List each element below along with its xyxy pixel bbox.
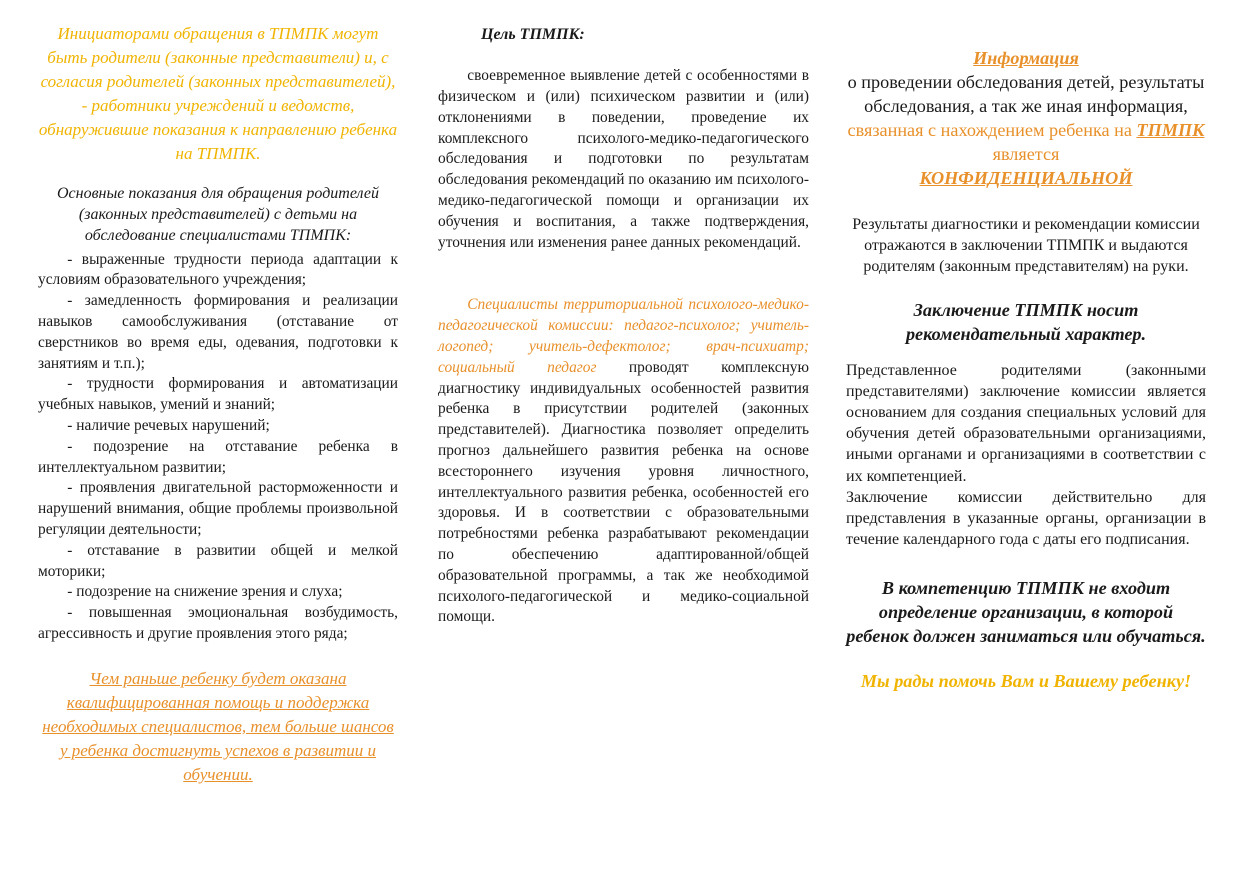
specialists-list: Специалисты территориальной психолого-медико-педагогической комиссии: педагог-психолог; учитель-логопед; учитель-дефектолог; врач-психиатр; социальный педагог xyxy=(438,296,809,376)
specialists-paragraph xyxy=(438,295,809,628)
indications-title: Основные показания для обращения родителей (законных представителей) с детьми на обследование специалистами ТПМПК: xyxy=(56,185,380,245)
list-item: - трудности формирования и автоматизации учебных навыков, умений и знаний; xyxy=(38,375,398,414)
column-middle xyxy=(438,0,809,628)
valid-text: Заключение комиссии действительно для представления в указанные органы, организации в течение календарного года с даты его подписания. xyxy=(846,488,1206,549)
goal-text: своевременное выявление детей с особенностями в физическом и (или) психическом развитии и (или) отклонениями в поведении, проведение их комплексного психолого-медико-педагогического обследования и подготовки по результатам обследования рекомендаций по оказанию им психолого-медико-педагогической помощи и организации их обучения и воспитания, а также подтверждения, уточнения или изменения ранее данных рекомендаций. xyxy=(438,67,809,251)
farewell-text: Мы рады помочь Вам и Вашему ребенку! xyxy=(860,671,1192,692)
list-item: - выраженные трудности периода адаптации к условиям образовательного учреждения; xyxy=(38,250,398,289)
list-item: - замедленность формирования и реализации навыков самообслуживания (отставание от сверстников во время еды, одевания, подготовки к занятиям и т.п.); xyxy=(38,292,398,372)
column-right xyxy=(846,0,1206,693)
list-item: - отставание в развитии общей и мелкой моторики; xyxy=(38,541,398,580)
column-left xyxy=(38,0,398,787)
indications-title-text: Основные показания для обращения родителей (законных представителей) с детьми на обследование специалистами ТПМПК xyxy=(56,185,380,245)
list-item: - наличие речевых нарушений; xyxy=(67,416,270,434)
specialists-text: проводят комплексную диагностику индивидуальных особенностей развития ребенка в присутствии родителей (законных представителей). Диагностика позволяет определить прогноз дальнейшего развития ребенка на основе всестороннего изучения уровня личностного, интеллектуального развития ребенка, особенностей его здоровья. И в соответствии с образовательными потребностями ребенка разрабатывают рекомендации по обеспечению адаптированной/общей образовательной программы, а так же необходимой психолого-педагогической и медико-социальной помощи. xyxy=(438,358,810,626)
info-tpmpk: ТПМПК xyxy=(1136,120,1205,140)
list-item: - подозрение на снижение зрения и слуха; xyxy=(67,583,343,601)
closing-text: Чем раньше ребенку будет оказана квалифицированная помощь и поддержка необходимых специалистов, тем больше шансов у ребенка достигнуть успехов в развитии и обучении. xyxy=(42,668,394,784)
presented-text: Представленное родителями (законными представителями) заключение комиссии является основанием для создания специальных условий для обучения детей образовательными организациями, иными органами и организациями в соответствии с их компетенцией. xyxy=(846,361,1206,485)
competence-text: В компетенцию ТПМПК не входит определение организации, в которой ребенок должен заниматься или обучаться. xyxy=(846,578,1206,647)
list-item: - подозрение на отставание ребенка в интеллектуальном развитии; xyxy=(38,437,398,476)
initiators-text: Инициаторами обращения в ТПМПК могут быть родители (законные представители) и, с согласия родителей (законных представителей), - работники учреждений и ведомств, обнаружившие показания к направлению ребенка на ТПМПК. xyxy=(38,24,398,163)
list-item: - проявления двигательной расторможенности и нарушений внимания, общие проблемы произвольной регуляции деятельности; xyxy=(38,479,398,538)
info-title: Информация xyxy=(973,48,1079,68)
conclusion-title: Заключение ТПМПК носит рекомендательный характер. xyxy=(905,299,1147,344)
confidential-label: КОНФИДЕНЦИАЛЬНОЙ xyxy=(919,168,1133,188)
info-paragraph: о проведении обследования детей, результаты обследования, а так же иная информация, связанная с нахождением ребенка на ТПМПК является КОНФИДЕНЦИАЛЬНОЙ xyxy=(847,72,1205,188)
list-item: - повышенная эмоциональная возбудимость, агрессивность и другие проявления этого ряда; xyxy=(38,604,398,642)
indications-list xyxy=(38,250,398,645)
goal-title: Цель ТПМПК: xyxy=(481,26,585,43)
results-text: Результаты диагностики и рекомендации комиссии отражаются в заключении ТПМПК и выдаются родителям (законным представителям) на руки. xyxy=(852,216,1200,276)
